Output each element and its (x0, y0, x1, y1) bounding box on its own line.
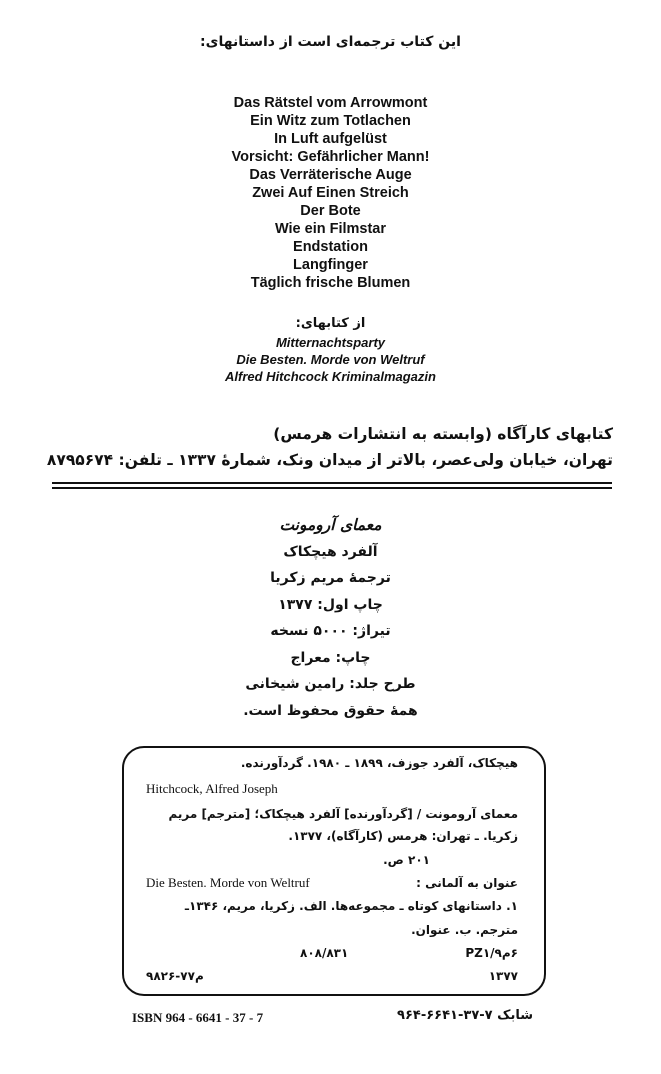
cover-design-credit: طرح جلد: رامین شیخانی (245, 676, 416, 692)
cip-subject-line: ۱. داستانهای کوتاه ـ مجموعه‌ها. الف. زکریا، مریم، ۱۳۴۶ـ (184, 899, 518, 913)
cip-dewey: ۸۰۸/۸۳۱ (300, 946, 349, 960)
story-title: Das Rätstel vom Arrowmont (233, 95, 428, 111)
story-title: Täglich frische Blumen (250, 275, 411, 291)
cip-original-title-label: عنوان به آلمانی : (416, 876, 518, 890)
story-title: Zwei Auf Einen Streich (252, 185, 409, 201)
story-title: In Luft aufgelüst (274, 131, 387, 147)
double-rule-divider (52, 482, 612, 489)
story-title: Langfinger (293, 257, 368, 273)
cip-lc-class: ۶م۹/PZ۱ (465, 946, 518, 960)
cip-library-number: م۷۷-۹۸۲۶ (146, 969, 204, 983)
story-title: Endstation (293, 239, 368, 255)
cip-title-line: معمای آرومونت / [گردآورنده] آلفرد هیچکاک؛ [مترجم] مریم (168, 807, 518, 821)
cataloging-in-publication-box (122, 746, 546, 996)
cip-author-en: Hitchcock, Alfred Joseph (146, 781, 278, 796)
story-title: Das Verräterische Auge (249, 167, 412, 183)
rights-notice: همهٔ حقوق محفوظ است. (243, 702, 418, 719)
print-run: تیراژ: ۵۰۰۰ نسخه (270, 623, 391, 639)
book-author: آلفرد هیچکاک (283, 543, 378, 560)
story-list (0, 94, 661, 292)
source-book-list (0, 334, 661, 385)
cip-author-fa: هیچکاک، آلفرد جوزف، ۱۸۹۹ ـ ۱۹۸۰. گردآورنده. (240, 756, 518, 770)
edition-info: چاپ اول: ۱۳۷۷ (278, 596, 383, 613)
source-book: Mitternachtsparty (275, 335, 386, 350)
publisher-address: تهران، خیابان ولی‌عصر، بالاتر از میدان ونک، شمارهٔ ۱۳۳۷ ـ تلفن: ۸۷۹۵۶۷۴ (46, 451, 613, 469)
story-title: Vorsicht: Gefährlicher Mann! (231, 149, 430, 165)
book-translator: ترجمهٔ مریم زکریا (270, 570, 391, 586)
source-book: Alfred Hitchcock Kriminalmagazin (225, 369, 436, 384)
publisher-name: کتابهای کارآگاه (وابسته به انتشارات هرمس) (273, 425, 613, 443)
from-books-label: از کتابهای: (295, 316, 366, 331)
intro-heading: این کتاب ترجمه‌ای است از داستانهای: (200, 34, 461, 50)
story-title: Wie ein Filmstar (274, 221, 387, 237)
cip-year: ۱۳۷۷ (488, 969, 518, 983)
story-title: Der Bote (300, 203, 361, 219)
source-book: Die Besten. Morde von Weltruf (236, 352, 425, 367)
cip-pages: ۲۰۱ ص. (383, 853, 430, 867)
colophon-block (0, 512, 661, 724)
isbn-english: ISBN 964 - 6641 - 37 - 7 (132, 1010, 264, 1025)
story-title: Ein Witz zum Totlachen (250, 113, 411, 129)
book-title: معمای آرومونت (279, 516, 382, 534)
cip-subject-line: مترجم. ب. عنوان. (411, 923, 518, 937)
cip-title-line: زکریا. ـ تهران: هرمس (کارآگاه)، ۱۳۷۷. (288, 829, 518, 843)
isbn-persian: شابک ۷-۳۷-۶۶۴۱-۹۶۴ (397, 1008, 533, 1023)
cip-original-title: Die Besten. Morde von Weltruf (146, 875, 310, 890)
printer-info: چاپ: معراج (290, 649, 371, 666)
